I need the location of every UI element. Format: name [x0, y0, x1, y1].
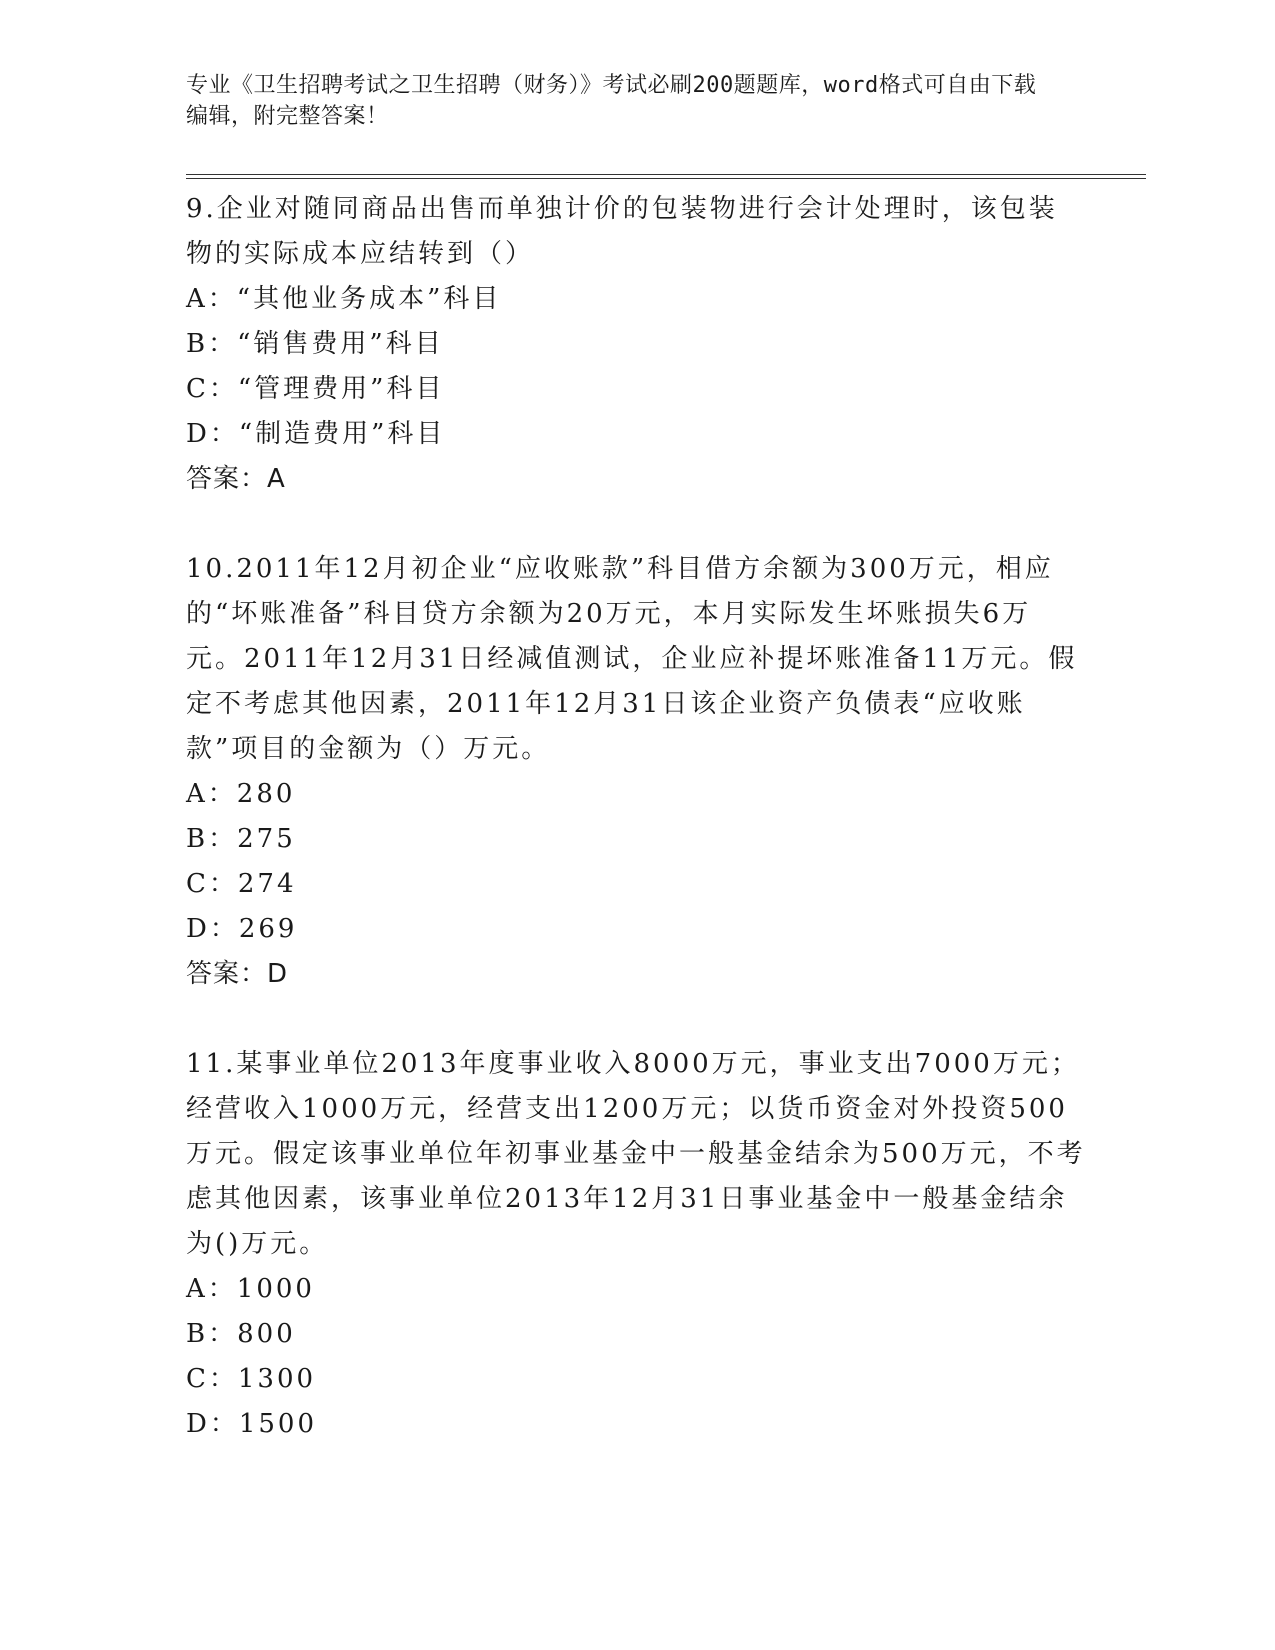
option-d: D：“制造费用”科目: [186, 419, 446, 449]
option-b: B：“销售费用”科目: [186, 329, 444, 359]
question-stem: 10.2011年12月初企业“应收账款”科目借方余额为300万元，相应的“坏账准备”科目贷方余额为20万元，本月实际发生坏账损失6万元。2011年12月31日经减值测试，企业应补提坏账准备11万元。假定不考虑其他因素，2011年12月31日该企业资产负债表“应收账款”项目的金额为（）万元。: [186, 554, 1078, 764]
header-double-rule: [186, 174, 1146, 179]
question-stem: 11.某事业单位2013年度事业收入8000万元，事业支出7000万元；经营收入1000万元，经营支出1200万元；以货币资金对外投资500万元。假定该事业单位年初事业基金中一般基金结余为500万元，不考虑其他因素，该事业单位2013年12月31日事业基金中一般基金结余为()万元。: [186, 1049, 1086, 1259]
option-b: B：800: [186, 1319, 296, 1349]
option-c: C：1300: [186, 1364, 317, 1394]
option-d: D：269: [186, 914, 298, 944]
question-9: [186, 187, 1086, 502]
question-stem: 9.企业对随同商品出售而单独计价的包装物进行会计处理时，该包装物的实际成本应结转到（）: [186, 194, 1058, 269]
answer-line: 答案：D: [186, 959, 289, 989]
option-a: A：1000: [186, 1274, 315, 1304]
option-a: A：“其他业务成本”科目: [186, 284, 502, 314]
option-c: C：274: [186, 869, 297, 899]
option-b: B：275: [186, 824, 296, 854]
answer-line: 答案：A: [186, 464, 286, 494]
document-page: [186, 70, 1146, 1447]
document-header: 专业《卫生招聘考试之卫生招聘（财务）》考试必刷200题题库，word格式可自由下载编辑，附完整答案！: [186, 73, 1037, 129]
option-c: C：“管理费用”科目: [186, 374, 445, 404]
question-11: [186, 1042, 1086, 1447]
question-10: [186, 547, 1086, 997]
option-a: A：280: [186, 779, 296, 809]
option-d: D：1500: [186, 1409, 318, 1439]
